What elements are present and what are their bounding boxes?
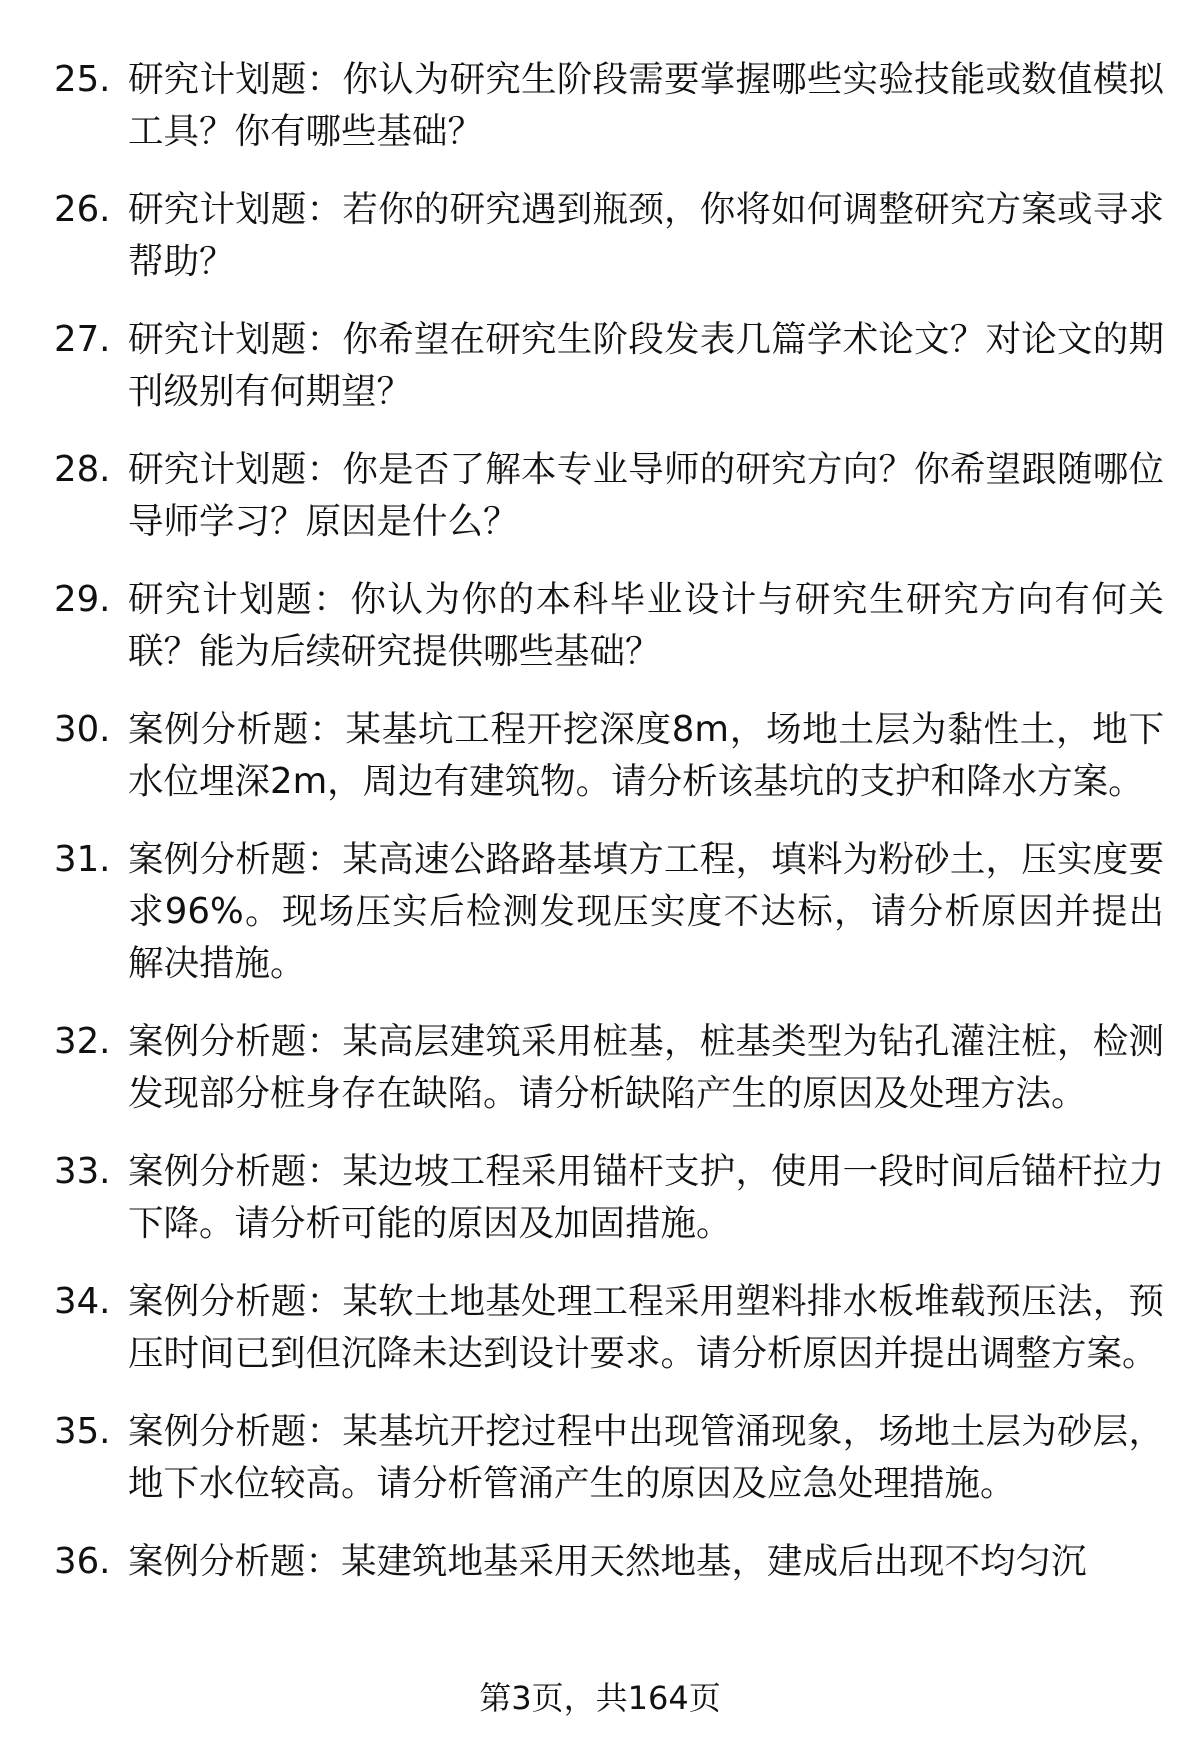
question-number: 32.	[54, 1021, 111, 1062]
question-number: 34.	[54, 1281, 111, 1322]
list-item	[54, 704, 1164, 808]
list-item	[54, 574, 1164, 678]
question-text: 研究计划题：你认为你的本科毕业设计与研究生研究方向有何关联？能为后续研究提供哪些基础？	[128, 579, 1164, 672]
question-text: 案例分析题：某软土地基处理工程采用塑料排水板堆载预压法，预压时间已到但沉降未达到设计要求。请分析原因并提出调整方案。	[128, 1281, 1164, 1374]
list-item	[54, 184, 1164, 288]
question-text: 案例分析题：某边坡工程采用锚杆支护，使用一段时间后锚杆拉力下降。请分析可能的原因及加固措施。	[128, 1151, 1164, 1244]
question-number: 30.	[54, 709, 111, 750]
question-list	[54, 54, 1164, 1614]
question-number: 27.	[54, 319, 111, 360]
list-item	[54, 1536, 1164, 1588]
list-item	[54, 1406, 1164, 1510]
question-text: 研究计划题：若你的研究遇到瓶颈，你将如何调整研究方案或寻求帮助？	[128, 189, 1164, 282]
list-item	[54, 834, 1164, 990]
question-text: 案例分析题：某基坑工程开挖深度8m，场地土层为黏性土，地下水位埋深2m，周边有建筑物。请分析该基坑的支护和降水方案。	[128, 709, 1164, 802]
list-item	[54, 444, 1164, 548]
question-text: 案例分析题：某高层建筑采用桩基，桩基类型为钻孔灌注桩，检测发现部分桩身存在缺陷。请分析缺陷产生的原因及处理方法。	[128, 1021, 1164, 1114]
question-number: 26.	[54, 189, 111, 230]
question-number: 35.	[54, 1411, 111, 1452]
question-text: 案例分析题：某基坑开挖过程中出现管涌现象，场地土层为砂层，地下水位较高。请分析管涌产生的原因及应急处理措施。	[128, 1411, 1164, 1504]
question-number: 33.	[54, 1151, 111, 1192]
question-number: 28.	[54, 449, 111, 490]
list-item	[54, 1016, 1164, 1120]
list-item	[54, 1276, 1164, 1380]
list-item	[54, 314, 1164, 418]
question-number: 31.	[54, 839, 111, 880]
question-number: 36.	[54, 1541, 111, 1582]
question-text: 研究计划题：你认为研究生阶段需要掌握哪些实验技能或数值模拟工具？你有哪些基础？	[128, 59, 1164, 152]
question-number: 29.	[54, 579, 111, 620]
list-item	[54, 1146, 1164, 1250]
question-text: 案例分析题：某建筑地基采用天然地基，建成后出现不均匀沉	[128, 1541, 1087, 1582]
page-footer: 第3页，共164页	[479, 1679, 721, 1717]
list-item	[54, 54, 1164, 158]
question-number: 25.	[54, 59, 111, 100]
question-text: 案例分析题：某高速公路路基填方工程，填料为粉砂土，压实度要求96%。现场压实后检测发现压实度不达标，请分析原因并提出解决措施。	[128, 839, 1164, 984]
question-text: 研究计划题：你是否了解本专业导师的研究方向？你希望跟随哪位导师学习？原因是什么？	[128, 449, 1164, 542]
question-text: 研究计划题：你希望在研究生阶段发表几篇学术论文？对论文的期刊级别有何期望？	[128, 319, 1164, 412]
